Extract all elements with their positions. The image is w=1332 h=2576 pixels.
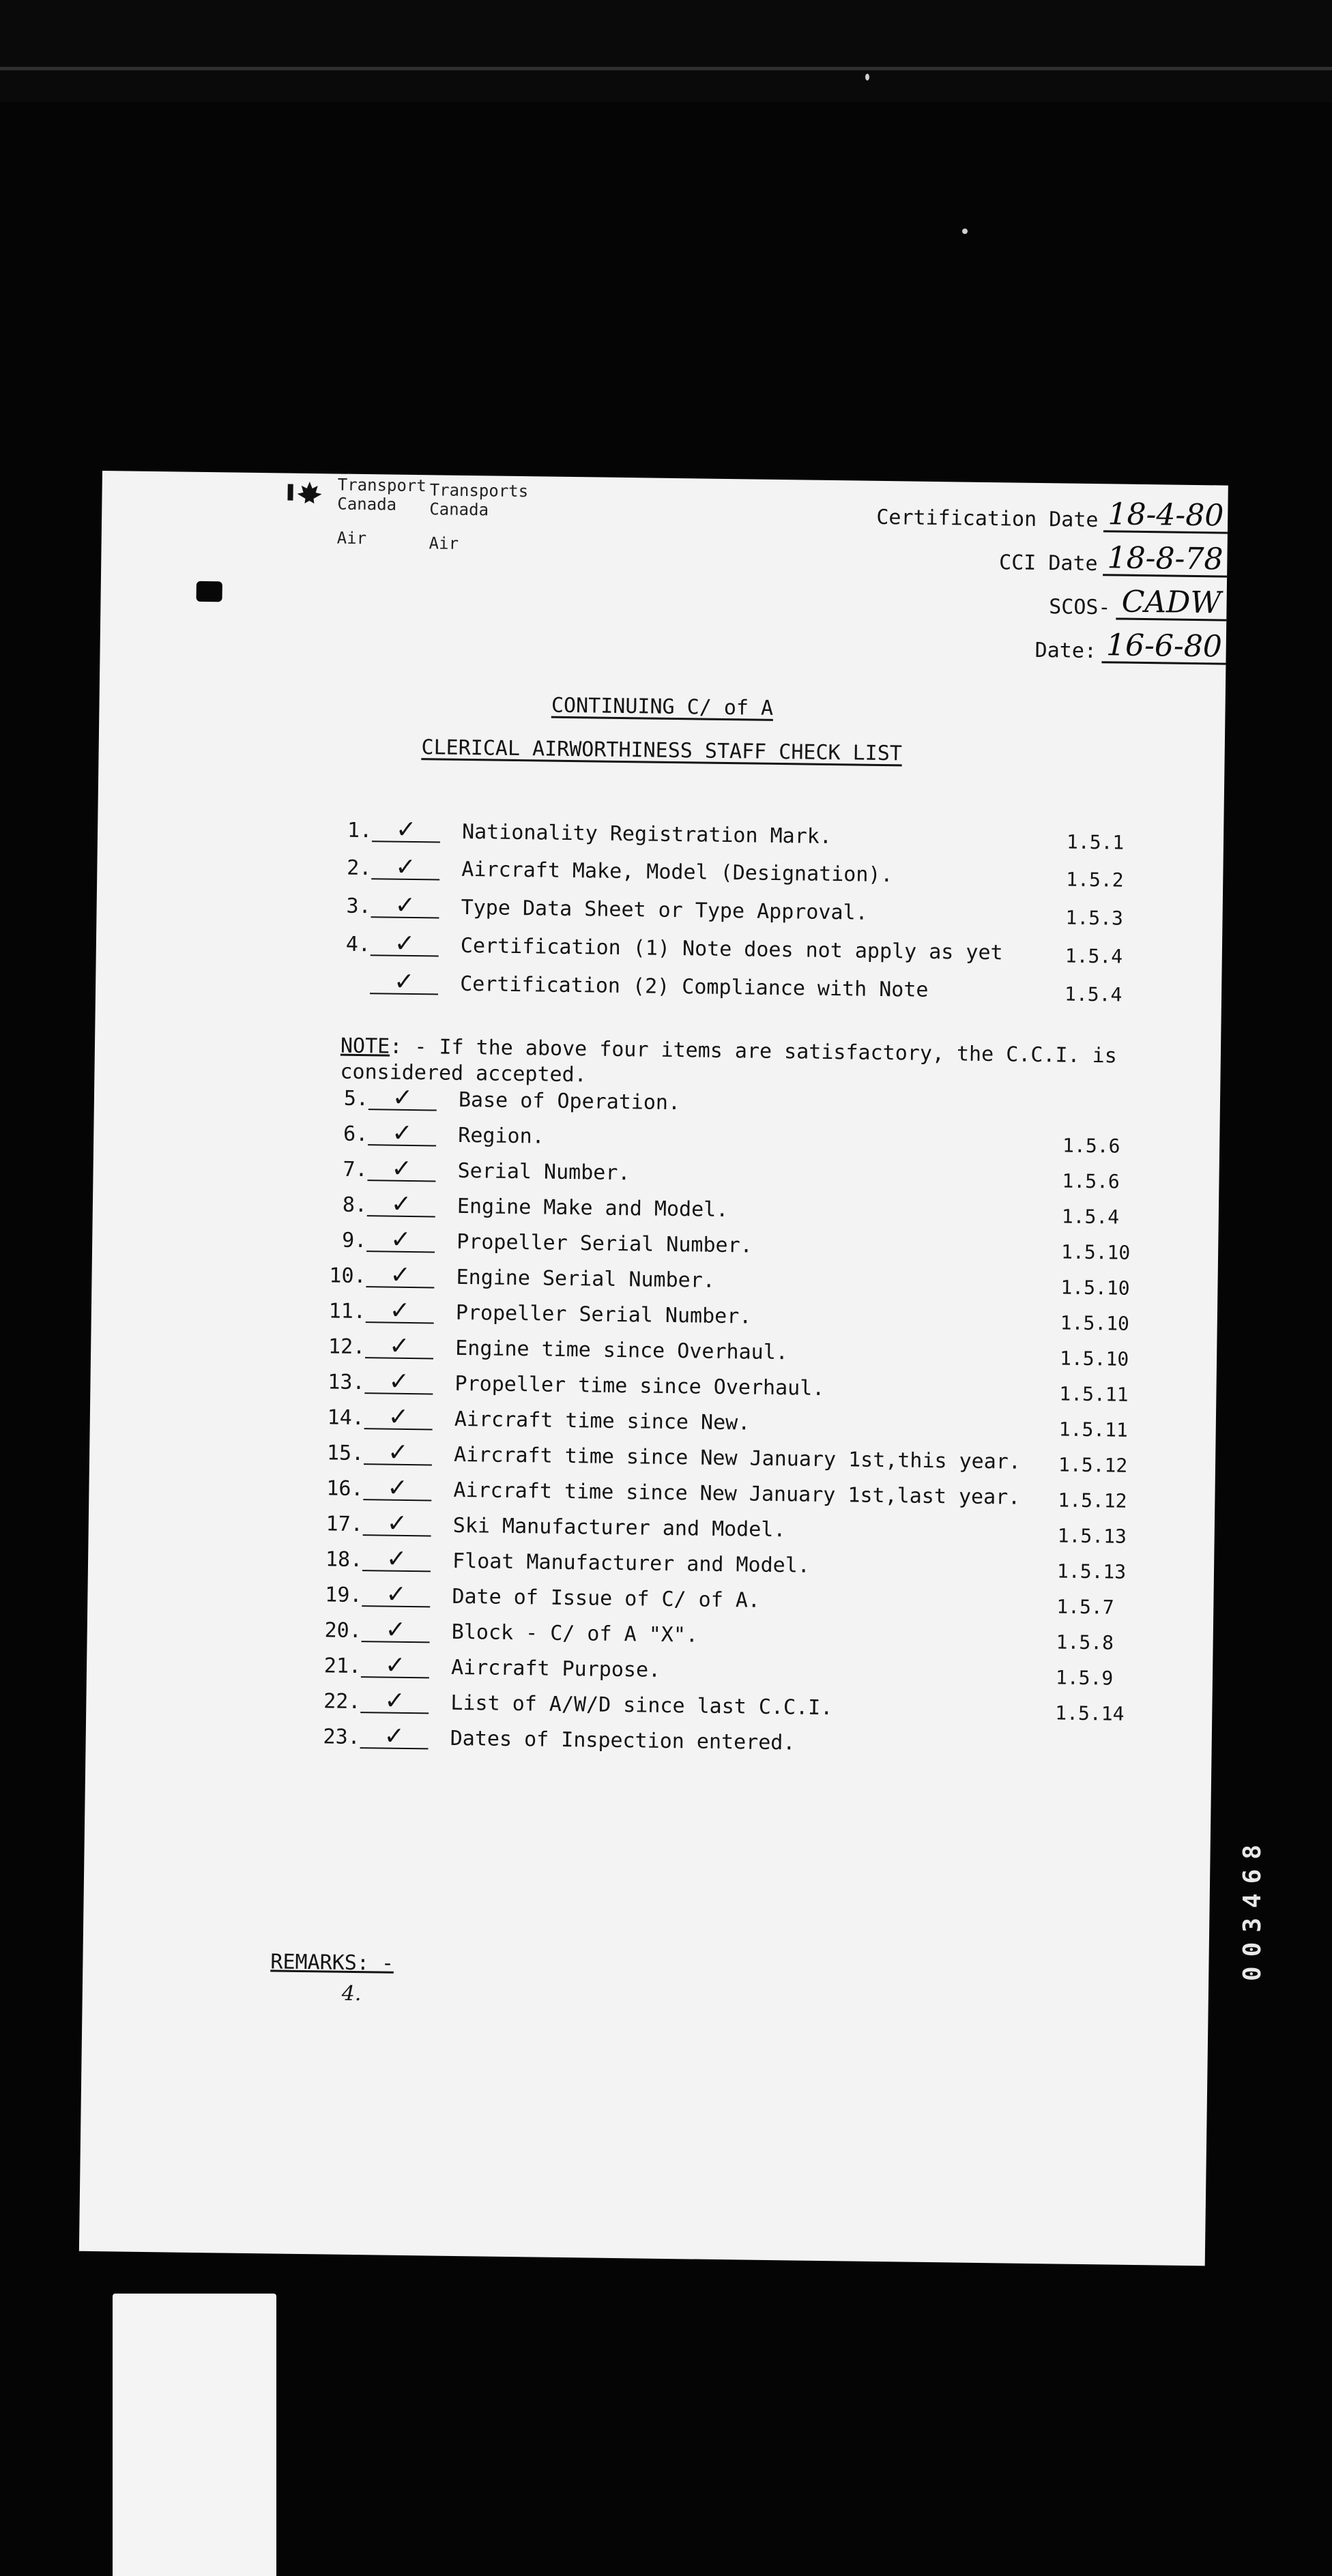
item-reference: 1.5.10 [1060,1311,1130,1335]
item-text: Propeller Serial Number. [457,1229,753,1258]
dust-speck [962,229,968,234]
item-text: Engine Make and Model. [457,1194,729,1223]
item-number: 15. [326,1441,364,1466]
checkmark: ✓ [368,1087,437,1111]
item-text: Float Manufacturer and Model. [452,1549,811,1578]
item-reference: 1.5.4 [1061,1205,1120,1229]
checklist-item [312,1651,661,1682]
item-reference: 1.5.12 [1058,1489,1127,1512]
checkmark: ✓ [372,819,440,843]
checklist-item [321,967,929,1002]
film-glare [113,2294,276,2576]
item-number: 12. [328,1334,366,1360]
checklist-item [314,1509,786,1542]
item-reference: 1.5.4 [1065,944,1123,968]
item-text: Block - C/ of A "X". [451,1620,699,1648]
checklist-item [317,1263,715,1293]
item-number: 22. [323,1689,361,1714]
item-reference: 1.5.6 [1062,1134,1120,1158]
item-number: 2. [347,855,372,881]
checklist-item [315,1438,1022,1474]
checkmark: ✓ [367,1158,435,1182]
item-text: Engine Serial Number. [456,1265,716,1293]
item-number: 20. [324,1618,362,1643]
cci-date-value: 18-8-78 [1103,542,1227,577]
item-reference: 1.5.3 [1065,906,1124,930]
item-number: 7. [343,1157,368,1182]
checkmark: ✓ [363,1512,431,1536]
item-number: 3. [346,894,371,919]
item-number: 13. [328,1370,365,1395]
checkmark: ✓ [371,933,439,956]
remarks-label: REMARKS: - [270,1950,394,1976]
checkmark: ✓ [360,1725,429,1749]
item-text: Ski Manufacturer and Model. [452,1513,786,1542]
checklist-item [315,1367,825,1401]
checklist-item [311,1722,796,1755]
date-value: 16-6-80 [1102,630,1226,664]
item-reference: 1.5.7 [1056,1595,1114,1619]
checkmark: ✓ [364,1406,433,1430]
note-label: NOTE [340,1034,390,1059]
cci-date-row: CCI Date 18-8-78 [999,541,1228,577]
checklist-item [321,891,868,925]
item-text: List of A/W/D since last C.C.I. [450,1690,833,1721]
checkmark: ✓ [361,1654,429,1678]
item-text: Dates of Inspection entered. [450,1726,796,1755]
checklist-item [322,855,893,887]
item-number: 14. [327,1405,365,1431]
checkmark: ✓ [365,1335,433,1359]
scanner-edge-line [0,67,1332,70]
item-reference: 1.5.13 [1056,1560,1127,1583]
punch-hole [197,581,222,602]
checkmark: ✓ [371,894,439,918]
checklist-item [317,1225,753,1258]
scos-row: SCOS- CADW [1049,585,1227,621]
item-text: Certification (2) Compliance with Note [459,971,929,1002]
item-number: 18. [325,1547,363,1572]
item-text: Aircraft time since New January 1st,this year. [453,1442,1022,1474]
remarks-mark: 4. [341,1981,362,2006]
checklist-item [316,1334,788,1364]
item-text: Date of Issue of C/ of A. [452,1584,761,1613]
checkmark: ✓ [364,1441,432,1465]
item-reference: 1.5.2 [1066,868,1124,892]
item-number: 5. [343,1086,369,1111]
item-number: 4. [345,932,371,957]
scos-value: CADW [1116,586,1227,621]
scanner-top-band [0,0,1332,102]
checkmark: ✓ [362,1548,431,1572]
item-reference: 1.5.8 [1056,1630,1114,1654]
checklist-item [313,1615,699,1648]
item-reference: 1.5.9 [1055,1666,1114,1690]
department-wordmark-en: Transport Canada Air [336,475,426,548]
document-subtitle: CLERICAL AIRWORTHINESS STAFF CHECK LIST [421,735,903,766]
checklist-item [319,1119,545,1149]
item-text: Region. [458,1123,545,1149]
item-text: Base of Operation. [458,1087,681,1115]
checkmark: ✓ [360,1690,429,1714]
checkmark: ✓ [366,1229,435,1253]
checkmark: ✓ [368,1122,436,1146]
item-number: 9. [341,1228,367,1253]
item-number: 21. [323,1654,362,1679]
item-text: Engine time since Overhaul. [454,1336,789,1365]
item-text: Nationality Registration Mark. [461,819,832,849]
item-number: 1. [347,818,373,843]
checklist-item [315,1405,751,1435]
microfilm-frame-number: 003468 [1239,1835,1266,1982]
checkmark: ✓ [367,1193,435,1217]
item-reference: 1.5.12 [1058,1453,1128,1477]
checkmark: ✓ [366,1300,434,1323]
certification-date-value: 18-4-80 [1103,499,1228,533]
item-text: Aircraft Purpose. [450,1655,661,1682]
item-reference: 1.5.10 [1060,1276,1130,1300]
checklist-item [317,1296,752,1329]
item-number: 16. [326,1476,364,1502]
checklist-item [311,1686,833,1721]
item-number: 11. [328,1299,366,1324]
date-row: Date: 16-6-80 [1034,629,1226,665]
item-reference: 1.5.10 [1059,1347,1129,1371]
checklist-item [321,929,1003,965]
checklist-item [318,1192,729,1222]
department-wordmark-fr: Transports Canada Air [429,480,529,553]
checklist-item [313,1580,761,1613]
item-reference: 1.5.11 [1059,1382,1129,1406]
item-text: Certification (1) Note does not apply as yet [460,933,1003,965]
item-text: Aircraft Make, Model (Designation). [461,857,893,888]
checklist-item [319,1083,681,1115]
item-text: Aircraft time since New. [454,1407,751,1435]
checkmark: ✓ [362,1619,430,1643]
item-number: 23. [323,1725,360,1750]
item-text: Propeller time since Overhaul. [454,1371,825,1401]
note-paragraph [340,1034,1173,1096]
item-number: 19. [325,1583,362,1608]
item-reference: 1.5.1 [1066,830,1125,854]
checkmark: ✓ [370,971,438,995]
note-text: : - If the above four items are satisfactory, the C.C.I. is considered accepted. [340,1034,1118,1087]
checklist-item [323,815,832,849]
checkmark: ✓ [363,1477,431,1501]
checkmark: ✓ [366,1264,434,1288]
checklist-item [318,1154,631,1186]
item-number: 10. [329,1263,366,1289]
certification-date-row: Certification Date 18-4-80 [876,496,1228,534]
document-title: CONTINUING C/ of A [551,693,774,720]
item-reference: 1.5.10 [1060,1240,1131,1264]
checkmark: ✓ [364,1371,433,1394]
dust-speck [865,74,869,80]
item-number: 8. [342,1192,368,1218]
checkmark: ✓ [371,856,439,880]
item-number: 6. [343,1122,368,1147]
maple-leaf-icon [286,480,327,506]
checklist-item [313,1547,810,1578]
item-text: Type Data Sheet or Type Approval. [461,895,868,925]
item-text: Serial Number. [457,1158,631,1186]
item-reference: 1.5.13 [1057,1524,1127,1548]
item-text: Aircraft time since New January 1st,last year. [453,1478,1021,1510]
item-reference: 1.5.6 [1062,1169,1120,1193]
item-reference: 1.5.11 [1058,1418,1129,1441]
item-reference: 1.5.4 [1064,982,1123,1006]
item-number: 17. [325,1512,364,1537]
item-reference: 1.5.14 [1055,1701,1125,1725]
item-text: Propeller Serial Number. [455,1300,752,1329]
checkmark: ✓ [362,1583,430,1607]
checklist-item [314,1476,1020,1510]
document-page [79,471,1228,2266]
